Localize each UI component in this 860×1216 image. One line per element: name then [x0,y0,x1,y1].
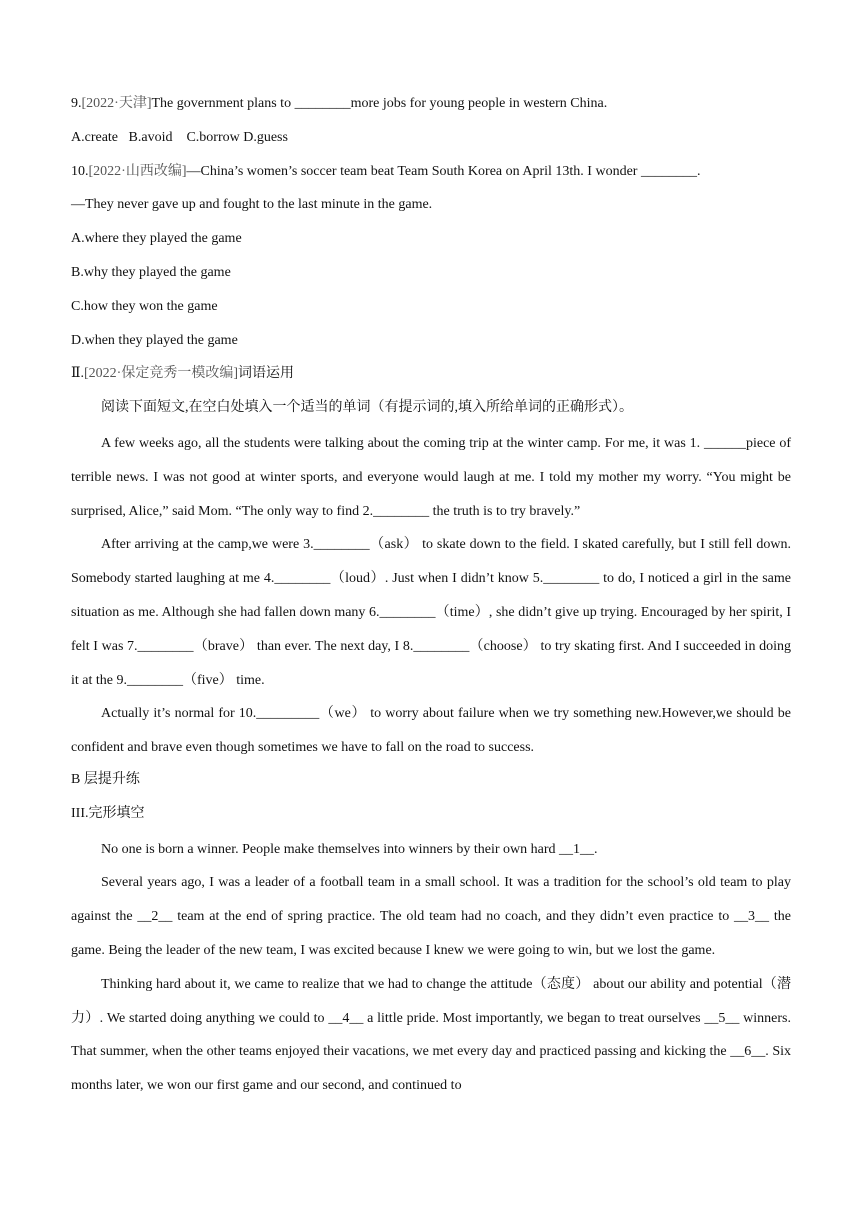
question-10-stem: 10.[2022·山西改编]—China’s women’s soccer team beat Team South Korea on April 13th. I wonder ________. [71,163,701,179]
cloze-paragraph: Thinking hard about it, we came to realize that we had to change the attitude（态度） about our ability and potential（潜力）. We started doing anything we could to __4__ a little pride. Most importantly, we began to treat ourselves __5__ winners. That summer, when the other teams enjoyed their vacations, we met every day and practiced passing and kicking the __6__. Six months later, we won our first game and our second, and continued to [71,976,791,1094]
level-b-heading: B 层提升练 [71,771,140,787]
question-10-reply: —They never gave up and fought to the last minute in the game. [71,197,433,213]
option-a: A.where they played the game [71,231,242,247]
source-tag: [2022·山西改编] [88,163,187,179]
option-b: B.why they played the game [71,264,231,280]
section-3-heading: III.完形填空 [71,805,145,821]
source-tag: [2022·保定竞秀一模改编] [84,366,239,382]
option-c: C.how they won the game [71,298,218,314]
passage-paragraph: A few weeks ago, all the students were talking about the coming trip at the winter camp. For me, it was 1. ______piece of terrible news. I was not good at winter sports, and everyone would laugh at me. I told my mother my worry. “You might be surprised, Alice,” said Mom. “The only way to find 2.________ the truth is to try bravely.” [71,435,791,519]
passage-paragraph: After arriving at the camp,we were 3.________（ask） to skate down to the field. I skated carefully, but I still fell down. Somebody started laughing at me 4.________（loud）. Just when I didn’t know 5.________ to do, I noticed a girl in the same situation as me. Although she had fallen down many 6.________（time）, she didn’t give up trying. Encouraged by her spirit, I felt I was 7.________（brave） than ever. The next day, I 8.________（choose） to try skating first. And I succeeded in doing it at the 9.________（five） time. [71,537,791,688]
section-2-instruction: 阅读下面短文,在空白处填入一个适当的单词（有提示词的,填入所给单词的正确形式）。 [101,400,633,416]
passage-paragraph: Actually it’s normal for 10._________（we） to worry about failure when we try something new.However,we should be confident and brave even though sometimes we have to fall on the road to success. [71,706,791,756]
section-2-heading: Ⅱ.[2022·保定竞秀一模改编]词语运用 [71,366,295,382]
question-9-stem: 9.[2022·天津]The government plans to ________more jobs for young people in western China. [71,96,608,111]
source-tag: [2022·天津] [81,96,152,111]
cloze-paragraph: Several years ago, I was a leader of a football team in a small school. It was a tradition for the school’s old team to play against the __2__ team at the end of spring practice. The old team had no coach, and they didn’t even practice to __3__ the game. Being the leader of the new team, I was excited because I knew we were going to win, but we lost the game. [71,875,791,958]
option-d: D.when they played the game [71,332,238,348]
worksheet-page [71,89,791,1103]
question-9-options: A.create B.avoid C.borrow D.guess [71,129,288,145]
cloze-paragraph: No one is born a winner. People make themselves into winners by their own hard __1__. [101,841,598,857]
